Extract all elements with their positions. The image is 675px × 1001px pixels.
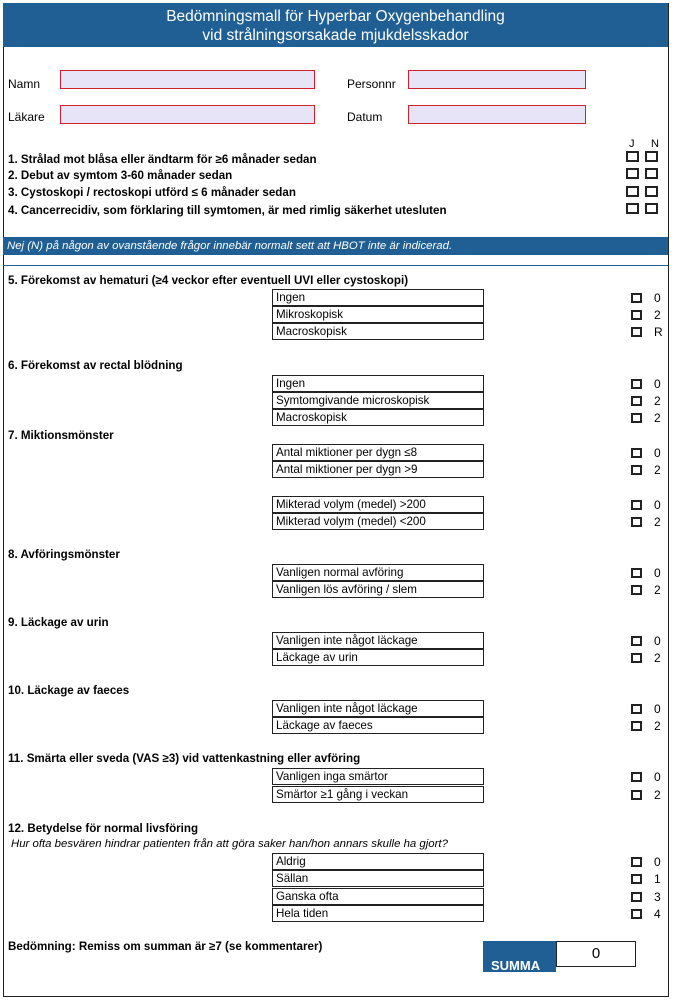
q10-checkbox-1[interactable] bbox=[631, 704, 642, 714]
q11-option-2: Smärtor ≥1 gång i veckan bbox=[272, 786, 484, 803]
datum-field[interactable] bbox=[408, 105, 586, 124]
q5-checkbox-1[interactable] bbox=[631, 293, 642, 303]
q6-score-1: 0 bbox=[654, 377, 661, 391]
q12-score-2: 1 bbox=[654, 872, 661, 886]
q9-checkbox-1[interactable] bbox=[631, 636, 642, 646]
q12-option-3: Ganska ofta bbox=[272, 888, 484, 905]
q5-option-2: Mikroskopisk bbox=[272, 306, 484, 323]
q5-score-1: 0 bbox=[654, 291, 661, 305]
q8-checkbox-2[interactable] bbox=[631, 585, 642, 595]
q7-title: 7. Miktionsmönster bbox=[8, 429, 114, 442]
lakare-field[interactable] bbox=[60, 105, 315, 124]
divider bbox=[3, 265, 668, 266]
screening-1-n-checkbox[interactable] bbox=[645, 151, 658, 162]
q11-score-2: 2 bbox=[654, 788, 661, 802]
q9-option-2: Läckage av urin bbox=[272, 649, 484, 666]
q10-title: 10. Läckage av faeces bbox=[8, 684, 130, 697]
q5-option-1: Ingen bbox=[272, 289, 484, 306]
q7-option-3: Mikterad volym (medel) >200 bbox=[272, 496, 484, 513]
q7-checkbox-3[interactable] bbox=[631, 500, 642, 510]
screening-item-4: 4. Cancerrecidiv, som förklaring till symtomen, är med rimlig säkerhet utesluten bbox=[8, 204, 447, 217]
q6-title: 6. Förekomst av rectal blödning bbox=[8, 359, 183, 372]
q5-score-3: R bbox=[654, 325, 663, 339]
lakare-label: Läkare bbox=[8, 110, 45, 124]
q9-checkbox-2[interactable] bbox=[631, 653, 642, 663]
q11-option-1: Vanligen inga smärtor bbox=[272, 768, 484, 785]
q11-score-1: 0 bbox=[654, 770, 661, 784]
q6-option-3: Macroskopisk bbox=[272, 409, 484, 426]
screening-item-2: 2. Debut av symtom 3-60 månader sedan bbox=[8, 169, 233, 182]
q5-score-2: 2 bbox=[654, 308, 661, 322]
q8-option-1: Vanligen normal avföring bbox=[272, 564, 484, 581]
q6-option-2: Symtomgivande microskopisk bbox=[272, 392, 484, 409]
screening-2-j-checkbox[interactable] bbox=[626, 168, 639, 179]
q8-score-2: 2 bbox=[654, 583, 661, 597]
screening-2-n-checkbox[interactable] bbox=[645, 168, 658, 179]
q12-score-1: 0 bbox=[654, 855, 661, 869]
screening-note: Nej (N) på någon av ovanstående frågor innebär normalt sett att HBOT inte är indicerad. bbox=[3, 237, 668, 255]
q12-checkbox-1[interactable] bbox=[631, 857, 642, 867]
namn-label: Namn bbox=[8, 77, 41, 91]
q12-checkbox-2[interactable] bbox=[631, 874, 642, 884]
q7-score-4: 2 bbox=[654, 515, 661, 529]
q12-title: 12. Betydelse för normal livsföring bbox=[8, 822, 199, 835]
screening-1-j-checkbox[interactable] bbox=[626, 151, 639, 162]
q6-score-2: 2 bbox=[654, 394, 661, 408]
q12-subtitle: Hur ofta besvären hindrar patienten från att göra saker han/hon annars skulle ha gjort? bbox=[11, 838, 448, 850]
form-title-line1: Bedömningsmall för Hyperbar Oxygenbehandling bbox=[166, 8, 505, 25]
q11-checkbox-1[interactable] bbox=[631, 772, 642, 782]
q5-option-3: Macroskopisk bbox=[272, 323, 484, 340]
summa-value[interactable]: 0 bbox=[556, 941, 636, 967]
q12-checkbox-4[interactable] bbox=[631, 909, 642, 919]
q5-checkbox-3[interactable] bbox=[631, 327, 642, 337]
q6-checkbox-3[interactable] bbox=[631, 413, 642, 423]
q7-checkbox-2[interactable] bbox=[631, 465, 642, 475]
assessment-text: Bedömning: Remiss om summan är ≥7 (se kommentarer) bbox=[8, 940, 323, 953]
summa-label: SUMMA bbox=[483, 941, 556, 972]
q8-title: 8. Avföringsmönster bbox=[8, 548, 120, 561]
q11-checkbox-2[interactable] bbox=[631, 790, 642, 800]
q7-option-1: Antal miktioner per dygn ≤8 bbox=[272, 444, 484, 461]
screening-4-n-checkbox[interactable] bbox=[645, 203, 658, 214]
personnr-label: Personnr bbox=[347, 77, 396, 91]
q6-option-1: Ingen bbox=[272, 375, 484, 392]
form-title-line2: vid strålningsorsakade mjukdelsskador bbox=[202, 27, 469, 44]
q7-score-1: 0 bbox=[654, 446, 661, 460]
q5-checkbox-2[interactable] bbox=[631, 310, 642, 320]
personnr-field[interactable] bbox=[408, 70, 586, 89]
q8-checkbox-1[interactable] bbox=[631, 568, 642, 578]
q7-option-4: Mikterad volym (medel) <200 bbox=[272, 513, 484, 530]
q10-score-2: 2 bbox=[654, 719, 661, 733]
q7-option-2: Antal miktioner per dygn >9 bbox=[272, 461, 484, 478]
q9-title: 9. Läckage av urin bbox=[8, 616, 109, 629]
q10-checkbox-2[interactable] bbox=[631, 721, 642, 731]
q8-option-2: Vanligen lös avföring / slem bbox=[272, 581, 484, 598]
datum-label: Datum bbox=[347, 110, 383, 124]
screening-3-j-checkbox[interactable] bbox=[626, 186, 639, 197]
q7-score-2: 2 bbox=[654, 463, 661, 477]
q12-option-4: Hela tiden bbox=[272, 905, 484, 922]
q12-score-4: 4 bbox=[654, 907, 661, 921]
q12-checkbox-3[interactable] bbox=[631, 892, 642, 902]
q8-score-1: 0 bbox=[654, 566, 661, 580]
bottom-border bbox=[3, 996, 668, 997]
q6-score-3: 2 bbox=[654, 411, 661, 425]
q9-score-2: 2 bbox=[654, 651, 661, 665]
q10-score-1: 0 bbox=[654, 702, 661, 716]
q6-checkbox-1[interactable] bbox=[631, 379, 642, 389]
q10-option-2: Läckage av faeces bbox=[272, 717, 484, 734]
q6-checkbox-2[interactable] bbox=[631, 396, 642, 406]
q7-checkbox-1[interactable] bbox=[631, 448, 642, 458]
q10-option-1: Vanligen inte något läckage bbox=[272, 700, 484, 717]
q5-title: 5. Förekomst av hematuri (≥4 veckor efter eventuell UVI eller cystoskopi) bbox=[8, 274, 409, 287]
q9-option-1: Vanligen inte något läckage bbox=[272, 632, 484, 649]
form-header bbox=[3, 3, 668, 47]
q12-score-3: 3 bbox=[654, 890, 661, 904]
namn-field[interactable] bbox=[60, 70, 315, 89]
screening-3-n-checkbox[interactable] bbox=[645, 186, 658, 197]
q11-title: 11. Smärta eller sveda (VAS ≥3) vid vattenkastning eller avföring bbox=[8, 752, 361, 765]
q12-option-2: Sällan bbox=[272, 870, 484, 887]
q9-score-1: 0 bbox=[654, 634, 661, 648]
screening-item-3: 3. Cystoskopi / rectoskopi utförd ≤ 6 månader sedan bbox=[8, 186, 296, 199]
j-header: J bbox=[629, 138, 635, 150]
q7-checkbox-4[interactable] bbox=[631, 517, 642, 527]
q12-option-1: Aldrig bbox=[272, 853, 484, 870]
n-header: N bbox=[651, 138, 659, 150]
screening-item-1: 1. Strålad mot blåsa eller ändtarm för ≥6 månader sedan bbox=[8, 153, 317, 166]
q7-score-3: 0 bbox=[654, 498, 661, 512]
screening-4-j-checkbox[interactable] bbox=[626, 203, 639, 214]
